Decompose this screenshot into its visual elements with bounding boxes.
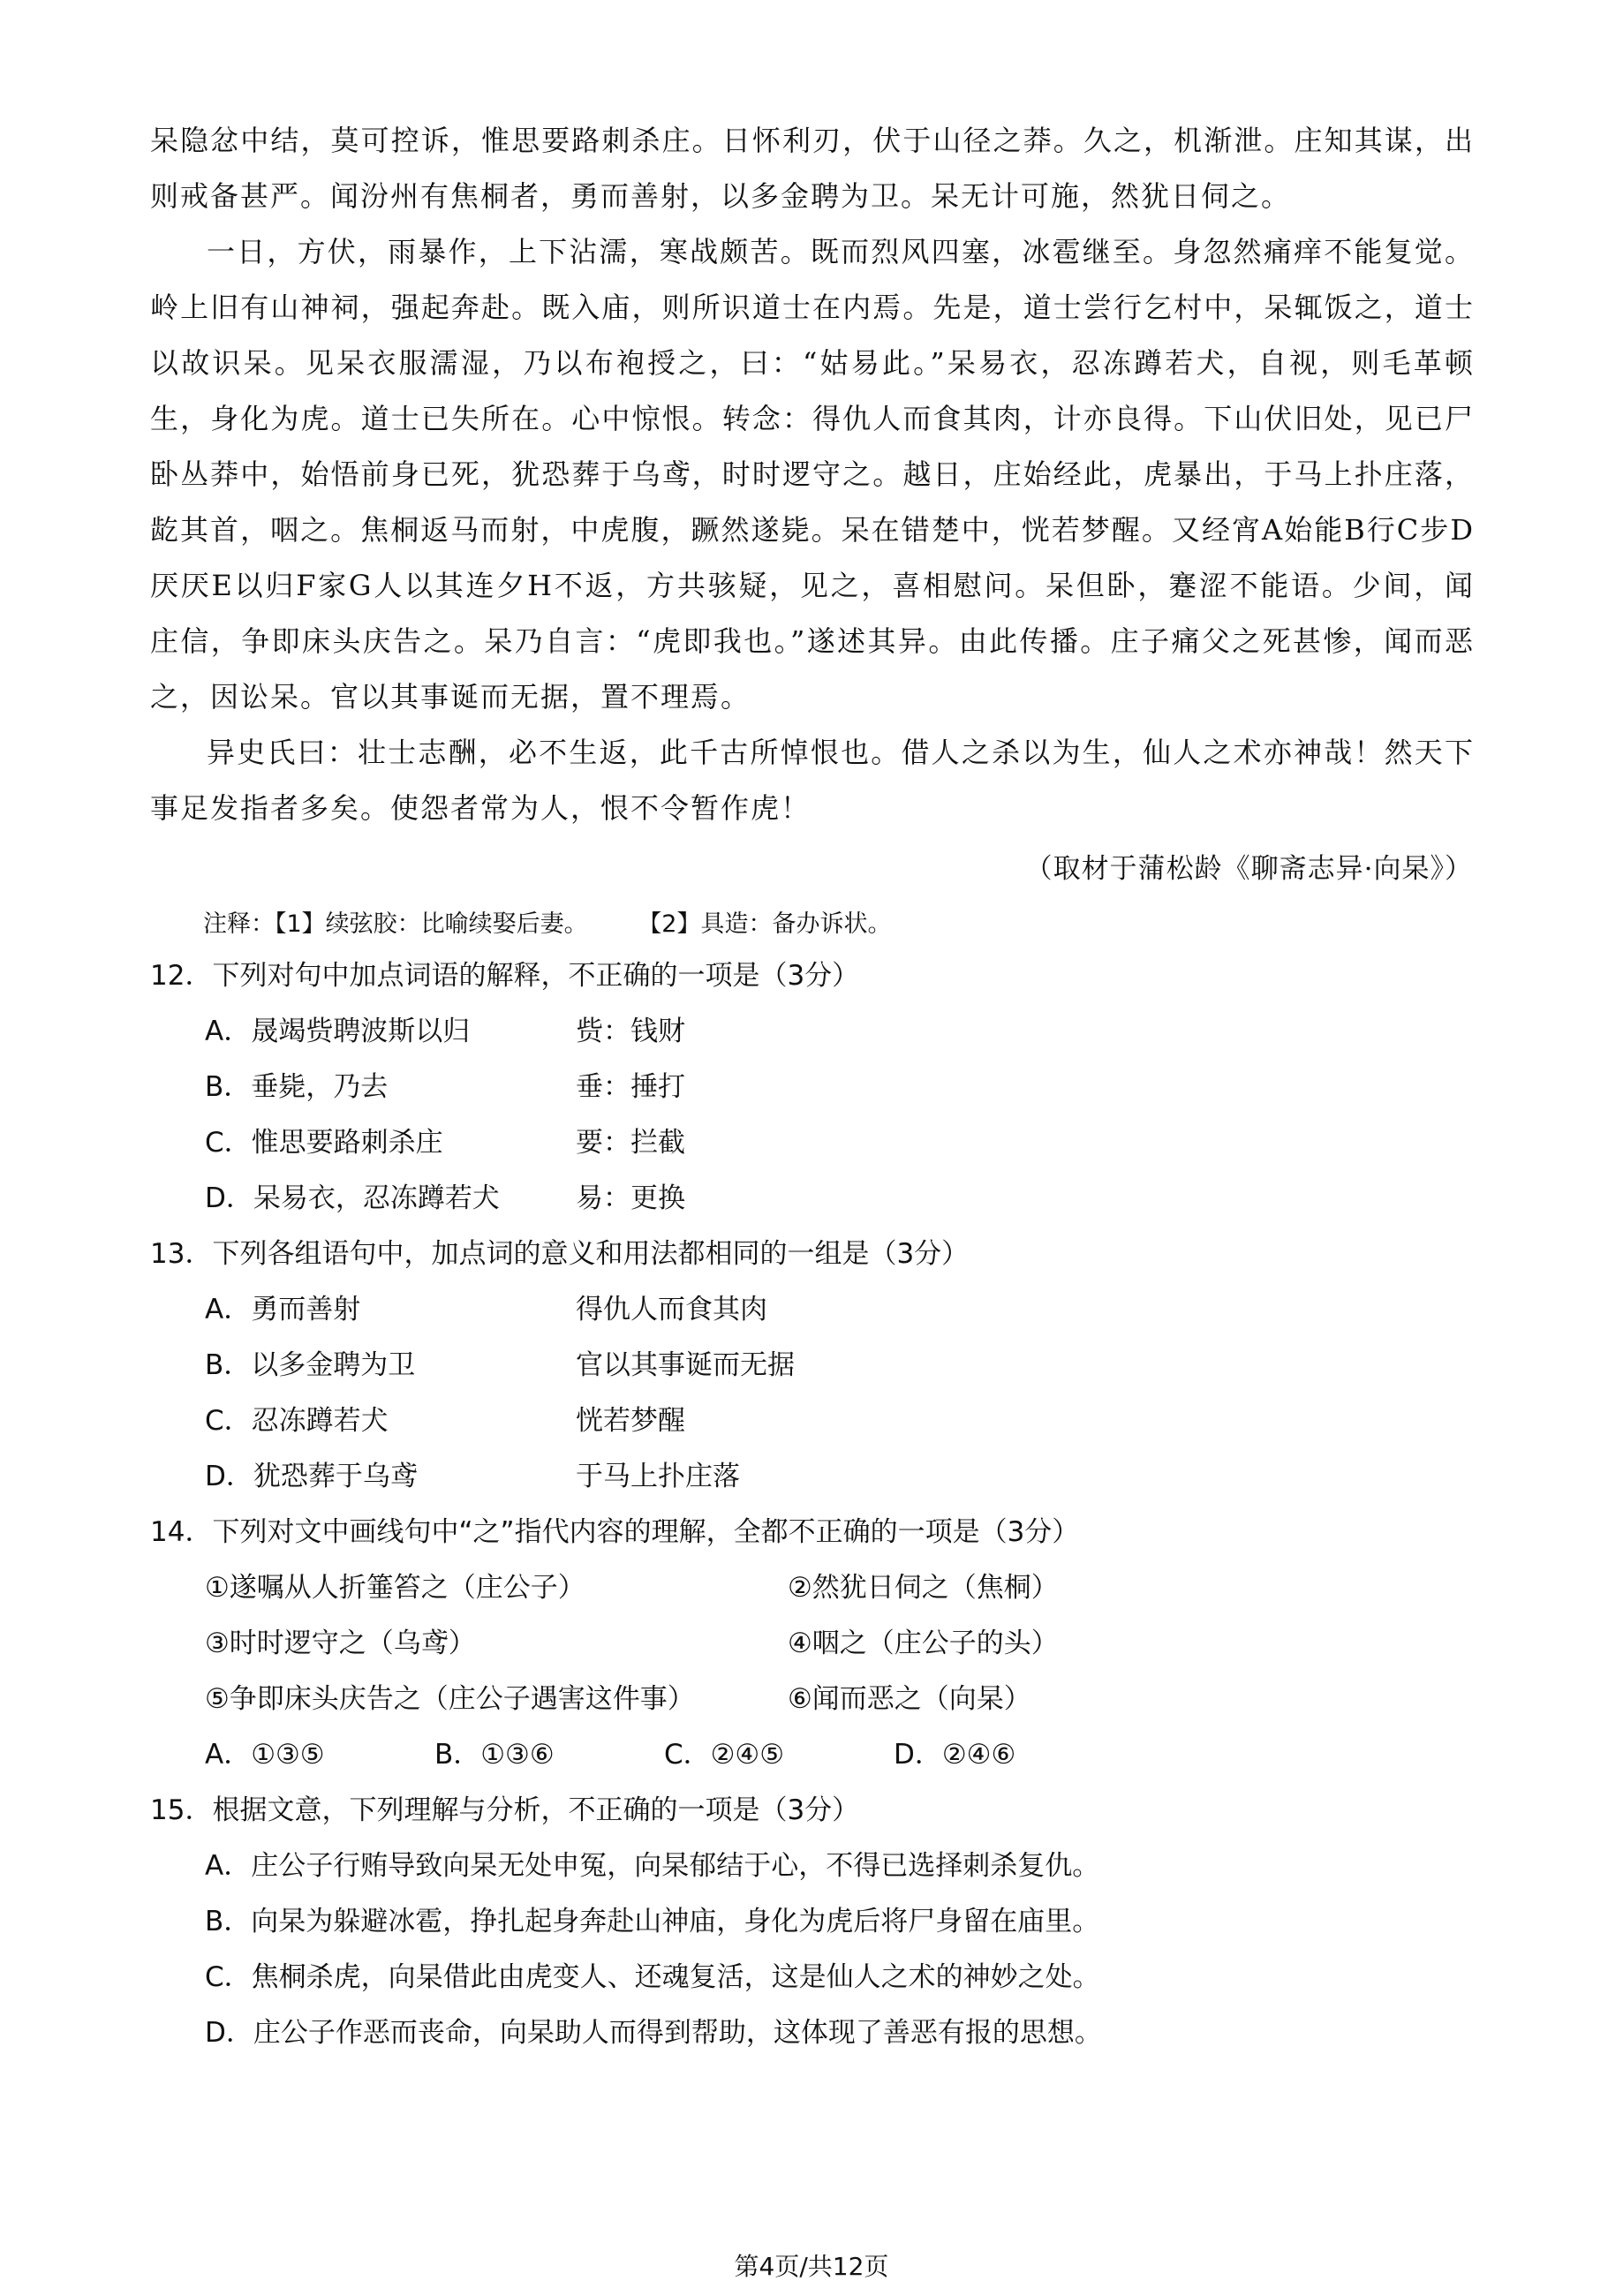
question-13 bbox=[150, 1227, 1475, 1505]
question-12-option-c: C．惟思要路刺杀庄 要：拦截 bbox=[205, 1127, 685, 1159]
question-13-option-b: B．以多金聘为卫 官以其事诞而无据 bbox=[205, 1349, 795, 1381]
question-13-option-a: A．勇而善射 得仇人而食其肉 bbox=[205, 1294, 767, 1325]
question-14-item-5: ⑤争即床头庆告之（庄公子遇害这件事） bbox=[205, 1683, 695, 1715]
question-14-answer-b: B．①③⑥ bbox=[434, 1739, 555, 1771]
passage-source: （取材于蒲松龄《聊斋志异·向杲》） bbox=[1024, 853, 1473, 885]
question-14-items-row-3 bbox=[150, 1672, 1475, 1727]
question-14-item-2: ②然犹日伺之（焦桐） bbox=[788, 1572, 1059, 1604]
passage-paragraph-1: 呆隐忿中结，莫可控诉，惟思要路刺杀庄。日怀利刃，伏于山径之莽。久之，机渐泄。庄知其谋，出则戒备甚严。闻汾州有焦桐者，勇而善射，以多金聘为卫。呆无计可施，然犹日伺之。 bbox=[150, 124, 1475, 213]
question-list bbox=[150, 948, 1475, 2061]
question-15-stem: 15．根据文意，下列理解与分析，不正确的一项是（3分） bbox=[150, 1794, 860, 1826]
note-2: 【2】具造：备办诉状。 bbox=[638, 910, 892, 938]
question-14-item-1: ①遂嘱从人折箠笞之（庄公子） bbox=[205, 1572, 585, 1604]
question-13-option-d: D．犹恐葬于乌鸢 于马上扑庄落 bbox=[205, 1461, 740, 1492]
question-14-item-4: ④咽之（庄公子的头） bbox=[788, 1628, 1059, 1659]
question-12-option-d: D．呆易衣，忍冻蹲若犬 易：更换 bbox=[205, 1182, 685, 1214]
page-number: 第4页/共12页 bbox=[734, 2252, 889, 2281]
passage-paragraph-3: 异史氏曰：壮士志酬，必不生返，此千古所悼恨也。借人之杀以为生，仙人之术亦神哉！然天下事足发指者多矣。使怨者常为人，恨不令暂作虎！ bbox=[150, 736, 1475, 825]
question-15-option-a: A．庄公子行贿导致向杲无处申冤，向杲郁结于心，不得已选择刺杀复仇。 bbox=[205, 1850, 1100, 1882]
question-14-answers bbox=[150, 1727, 1475, 1783]
passage-paragraph-2: 一日，方伏，雨暴作，上下沾濡，寒战颇苦。既而烈风四塞，冰雹继至。身忽然痛痒不能复觉。岭上旧有山神祠，强起奔赴。既入庙，则所识道士在内焉。先是，道士尝行乞村中，呆辄饭之，道士以故识呆。见呆衣服濡湿，乃以布袍授之，曰：“姑易此。”呆易衣，忍冻蹲若犬，自视，则毛革顿生，身化为虎。道士已失所在。心中惊恨。转念：得仇人而食其肉，计亦良得。下山伏旧处，见已尸卧丛莽中，始悟前身已死，犹恐葬于乌鸢，时时逻守之。越日，庄始经此，虎暴出，于马上扑庄落，龁其首，咽之。焦桐返马而射，中虎腹，蹶然遂毙。呆在错楚中，恍若梦醒。又经宵A始能B行C步D厌厌E以归F家G人以其连夕H不返，方共骇疑，见之，喜相慰问。呆但卧，蹇涩不能语。少间，闻庄信，争即床头庆告之。呆乃自言：“虎即我也。”遂述其异。由此传播。庄子痛父之死甚惨，闻而恶之，因讼呆。官以其事诞而无据，置不理焉。 bbox=[150, 235, 1475, 714]
question-14-items-row-2 bbox=[150, 1616, 1475, 1672]
classical-passage bbox=[150, 113, 1475, 836]
question-14-item-3: ③时时逻守之（乌鸢） bbox=[205, 1628, 476, 1659]
question-13-stem: 13．下列各组语句中，加点词的意义和用法都相同的一组是（3分） bbox=[150, 1238, 970, 1270]
passage-notes bbox=[203, 904, 933, 939]
question-15-option-c: C．焦桐杀虎，向杲借此由虎变人、还魂复活，这是仙人之术的神妙之处。 bbox=[205, 1961, 1100, 1993]
question-14 bbox=[150, 1505, 1475, 1783]
question-14-answer-a: A．①③⑤ bbox=[205, 1739, 325, 1771]
question-14-answer-c: C．②④⑤ bbox=[664, 1739, 785, 1771]
question-12-option-a: A．晟竭赀聘波斯以归 赀：钱财 bbox=[205, 1016, 685, 1047]
question-12 bbox=[150, 948, 1475, 1227]
question-12-option-b: B．垂毙，乃去 垂：捶打 bbox=[205, 1071, 685, 1103]
question-14-items-row-1 bbox=[150, 1560, 1475, 1616]
question-15-option-d: D．庄公子作恶而丧命，向杲助人而得到帮助，这体现了善恶有报的思想。 bbox=[205, 2017, 1102, 2049]
question-12-stem: 12．下列对句中加点词语的解释，不正确的一项是（3分） bbox=[150, 960, 860, 992]
question-14-stem: 14．下列对文中画线句中“之”指代内容的理解，全都不正确的一项是（3分） bbox=[150, 1516, 1080, 1548]
note-1: 注释：【1】续弦胶：比喻续娶后妻。 bbox=[203, 910, 588, 938]
question-15 bbox=[150, 1783, 1475, 2061]
question-13-option-c: C．忍冻蹲若犬 恍若梦醒 bbox=[205, 1405, 685, 1437]
question-14-item-6: ⑥闻而恶之（向杲） bbox=[788, 1683, 1031, 1715]
question-15-option-b: B．向杲为躲避冰雹，挣扎起身奔赴山神庙，身化为虎后将尸身留在庙里。 bbox=[205, 1906, 1100, 1937]
question-14-answer-d: D．②④⑥ bbox=[894, 1739, 1016, 1771]
